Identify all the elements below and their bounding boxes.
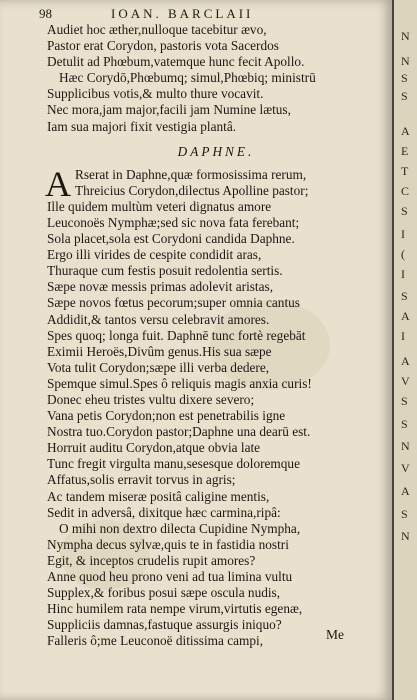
text-line: Hæc Corydō,Phœbumq; simul,Phœbiq; ministrū <box>59 70 316 86</box>
text-line: Sæpe novæ messis primas adolevit aristas, <box>47 279 274 295</box>
facing-page-letter: V <box>401 461 410 475</box>
text-line: Horruit auditu Corydon,atque obvia late <box>47 440 261 456</box>
facing-page-letter: N <box>401 439 410 453</box>
facing-page-letter: T <box>401 164 409 178</box>
poem-title: DAPHNE. <box>177 143 255 159</box>
facing-page-letter: S <box>401 204 408 218</box>
text-line: Supplicibus votis,& multo thure vocavit. <box>47 86 264 102</box>
facing-page-letter: A <box>401 484 410 498</box>
text-line: Detulit ad Phœbum,vatemque hunc fecit Apollo. <box>47 54 305 70</box>
facing-page-letter: A <box>401 124 410 138</box>
text-line: Donec eheu tristes vultu dixere severo; <box>47 391 255 407</box>
text-line: Anne quod heu prono veni ad tua limina vultu <box>47 569 293 584</box>
text-line: Spes quoq; longa fuit. Daphnē tunc fortè regebāt <box>47 327 306 343</box>
facing-page-letter: S <box>401 71 408 85</box>
facing-page-letter: S <box>401 417 408 431</box>
page-number: 98 <box>39 6 52 21</box>
drop-cap: A <box>45 163 71 204</box>
facing-page-letter: A <box>401 309 410 323</box>
text-line: Hinc humilem rata nempe virum,virtutis egenæ, <box>47 601 303 617</box>
facing-page-letter: N <box>401 54 410 68</box>
facing-page-letter: S <box>401 394 408 408</box>
text-line: Audiet hoc æther,nulloque tacebitur ævo, <box>47 22 267 37</box>
poem-opening <box>45 163 385 204</box>
text-line: Sedit in adversâ, dixitque hæc carmina,ripâ: <box>47 504 281 520</box>
text-line: Rserat in Daphne,quæ formosissima rerum, <box>75 166 307 182</box>
text-line: Tunc fregit virgulta manu,sesesque doloremque <box>47 456 300 472</box>
facing-page-letter: N <box>401 29 410 43</box>
facing-page-letter: S <box>401 507 408 521</box>
running-head: IOAN. BARCLAII <box>111 6 254 21</box>
facing-page-letter: C <box>401 184 410 198</box>
text-line: Pastor erat Corydon, pastoris vota Sacerdos <box>47 38 279 54</box>
text-line: Thuraque cum festis posuit redolentia sertis. <box>47 263 283 279</box>
text-line: Falleris ô;me Leuconoë ditissima campi, <box>47 633 264 649</box>
text-line: Vana petis Corydon;non est penetrabilis igne <box>47 408 286 424</box>
text-line: Ille quidem multùm veteri dignatus amore <box>47 198 272 214</box>
text-line: Eximii Heroës,Divûm genus.His sua sæpe <box>47 343 272 359</box>
catchword: Me <box>326 627 344 642</box>
text-line: Supplex,& foribus posui sæpe oscula nudis, <box>47 585 281 601</box>
text-line: Egit, & inceptos crudelis rupit amores? <box>47 552 256 568</box>
facing-page-letter: E <box>401 144 409 158</box>
facing-page-letter: S <box>401 289 408 303</box>
text-line: O mihi non dextro dilecta Cupidine Nympha, <box>59 520 301 536</box>
facing-page-letter: ( <box>401 247 405 261</box>
text-line: Leuconoës Nymphæ;sed sic nova fata ferebant; <box>47 214 300 230</box>
text-line: Ac tandem miseræ positâ caligine mentis, <box>47 488 270 504</box>
text-line: Vota tulit Corydon;sæpe illi verba dedere, <box>47 359 270 375</box>
text-line: Affatus,solis erravit torvus in agris; <box>47 472 236 488</box>
text-line: Ergo illi virides de cespite condidit aras, <box>47 247 262 263</box>
text-line: Addidit,& tantos versu celebravit amores. <box>47 311 270 327</box>
facing-page-letter: N <box>401 529 410 543</box>
facing-page-letter: I <box>401 227 405 241</box>
facing-page-letter: V <box>401 374 410 388</box>
text-line: Spemque simul.Spes ô reliquis magis anxia curis! <box>47 375 312 391</box>
page-header <box>39 6 369 22</box>
text-line: Sæpe novos fœtus pecorum;super omnia cantus <box>47 295 300 311</box>
text-block <box>47 22 385 649</box>
facing-page-letter: S <box>401 89 408 103</box>
facing-page-edge <box>392 0 417 700</box>
text-line: Suppliciis damnas,fastuque assurgis iniquo? <box>47 617 282 633</box>
facing-page-letter: A <box>401 354 410 368</box>
text-line: Nec mora,jam major,facili jam Numine lætus, <box>47 102 291 118</box>
text-line: Nympha decus sylvæ,quis te in fastidia nostri <box>47 536 289 552</box>
facing-page-letter: I <box>401 267 405 281</box>
text-line: Iam sua majori fixit vestigia plantâ. <box>47 118 237 134</box>
text-line: Threicius Corydon,dilectus Apolline pastor; <box>75 182 309 198</box>
text-line: Nostra tuo.Corydon pastor;Daphne una dearū est. <box>47 424 311 440</box>
text-line: Sola placet,sola est Corydoni candida Daphne. <box>47 231 295 247</box>
facing-page-letter: I <box>401 329 405 343</box>
